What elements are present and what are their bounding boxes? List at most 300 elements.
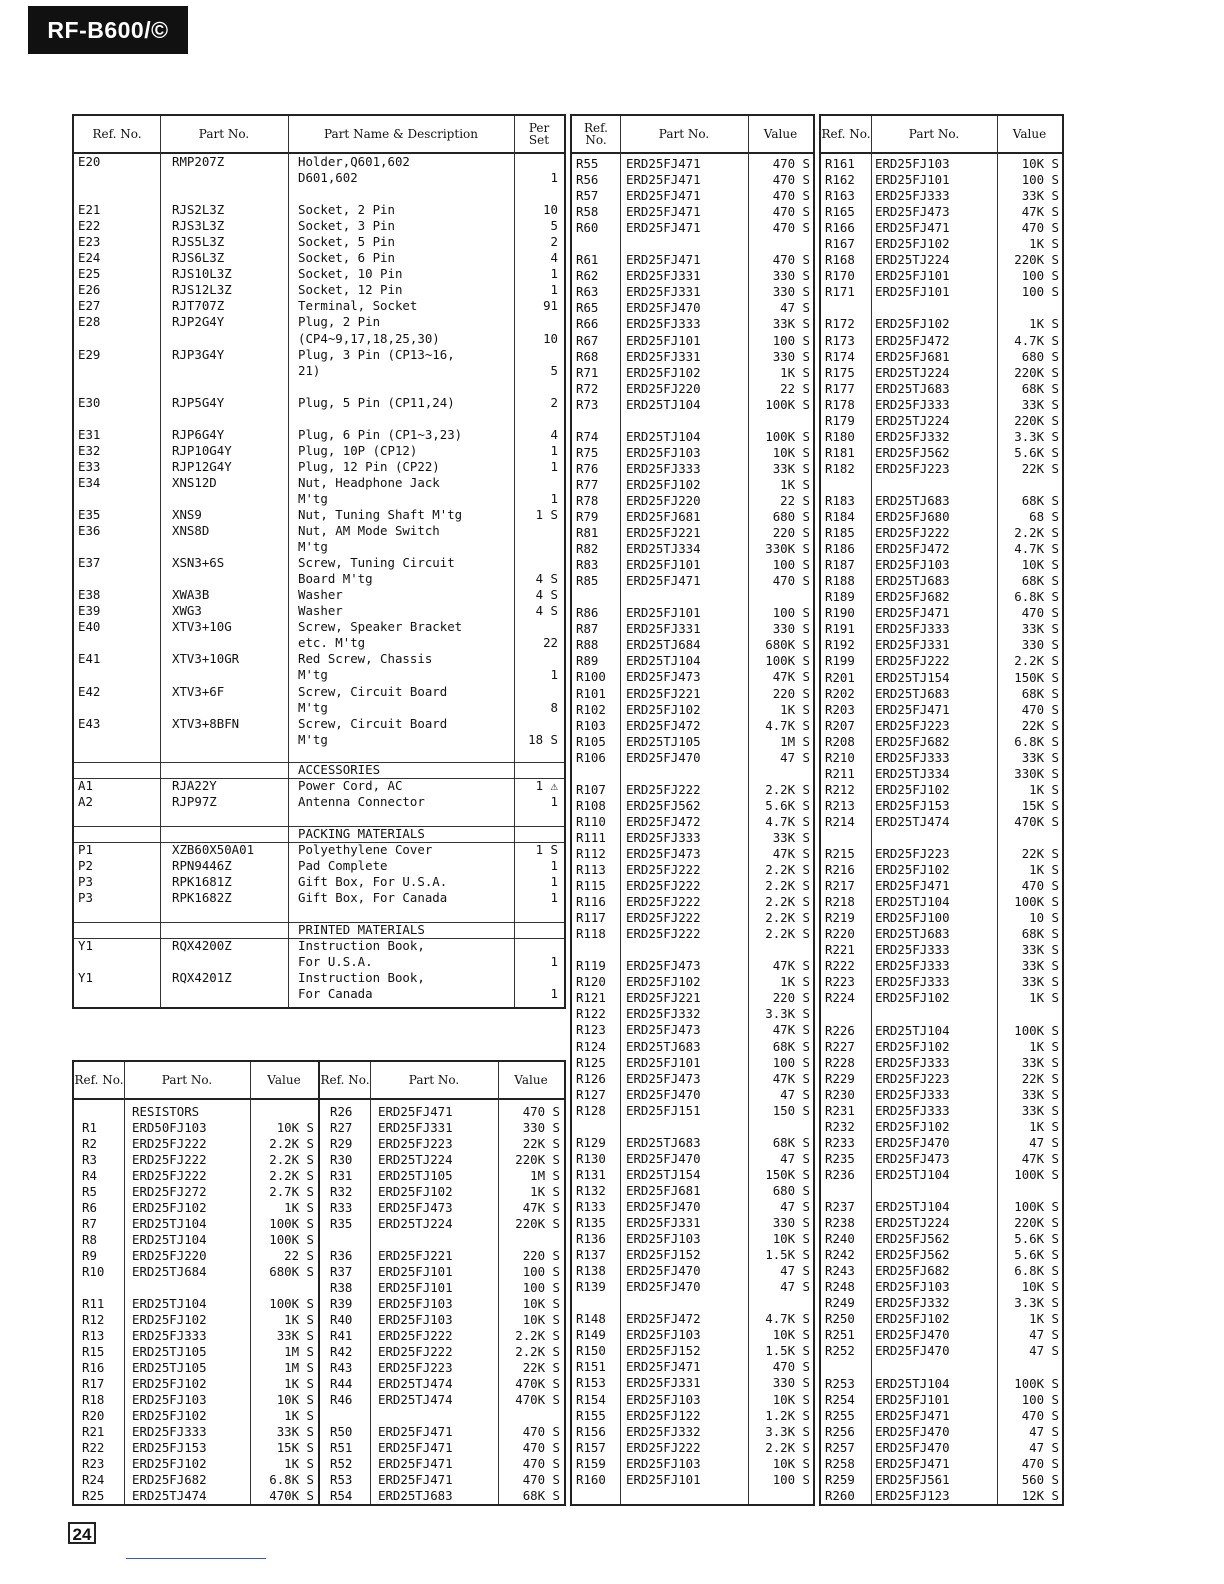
per-set: 18 S <box>528 731 558 747</box>
ref-no: E35 <box>78 506 101 522</box>
part-description: Polyethylene Cover <box>298 841 433 857</box>
table-row <box>572 541 813 557</box>
part-no: ERD25FJ103 <box>875 1279 950 1295</box>
ref-no: R56 <box>576 172 599 188</box>
ref-no: R51 <box>330 1440 353 1455</box>
value: 100K S <box>1014 894 1059 910</box>
part-description: Instruction Book, <box>298 969 425 985</box>
ref-no: R179 <box>825 412 855 428</box>
ref-no: R83 <box>576 557 599 573</box>
table-row <box>821 734 1062 750</box>
value: 10K S <box>522 1312 560 1327</box>
part-no: ERD25TJ683 <box>875 926 950 942</box>
part-no: ERD25FJ681 <box>626 1182 701 1198</box>
ref-no: R73 <box>576 396 599 412</box>
part-no: ERD25TJ104 <box>875 1166 950 1182</box>
table-row <box>821 862 1062 878</box>
part-description: Plug, 10P (CP12) <box>298 442 418 458</box>
table-row <box>572 477 813 493</box>
ref-no: R82 <box>576 541 599 557</box>
table-row <box>74 890 564 906</box>
table-row <box>74 1312 564 1328</box>
value: 68 S <box>1029 509 1059 524</box>
table-row <box>821 637 1062 653</box>
table-row <box>74 603 564 619</box>
table-row <box>821 974 1062 990</box>
table-row <box>821 220 1062 236</box>
value: 47 S <box>780 1150 810 1166</box>
value: 470 S <box>522 1472 560 1487</box>
table-row <box>821 333 1062 349</box>
part-no: ERD25TJ154 <box>626 1166 701 1182</box>
table-row <box>74 1280 564 1296</box>
part-no: ERD25FJ470 <box>626 749 701 765</box>
value: 10K S <box>1021 1279 1059 1295</box>
table-row <box>572 686 813 702</box>
table-row <box>821 397 1062 413</box>
per-set: 91 <box>543 298 558 314</box>
value: 68K S <box>772 1038 810 1054</box>
value: 33K S <box>1021 1086 1059 1102</box>
value: 1K S <box>780 701 810 717</box>
ref-no: E32 <box>78 442 101 458</box>
value: 680 S <box>772 509 810 524</box>
part-no: ERD25FJ333 <box>875 396 950 412</box>
part-description: Socket, 12 Pin <box>298 282 403 298</box>
part-description: Socket, 2 Pin <box>298 202 395 218</box>
part-no: ERD25TJ104 <box>626 396 701 412</box>
part-no: ERD25FJ222 <box>875 653 950 669</box>
ref-no: R165 <box>825 204 855 220</box>
part-no: RJP12G4Y <box>172 458 232 474</box>
ref-no: R116 <box>576 894 606 910</box>
table-row <box>572 798 813 814</box>
value: 1K S <box>780 974 810 990</box>
value: 330 S <box>772 284 810 300</box>
ref-no: R66 <box>576 316 599 332</box>
table-row <box>572 349 813 365</box>
table-row <box>821 1231 1062 1247</box>
table-row <box>821 782 1062 798</box>
value: 330 S <box>1021 637 1059 653</box>
ref-no: R148 <box>576 1311 606 1327</box>
table-row <box>821 589 1062 605</box>
ref-no: R203 <box>825 701 855 717</box>
value: 68K S <box>1021 492 1059 508</box>
table-row <box>821 670 1062 686</box>
value: 470 S <box>772 156 810 171</box>
ref-no: E27 <box>78 298 101 314</box>
value: 22K S <box>1021 460 1059 476</box>
ref-no: R72 <box>576 380 599 396</box>
section-heading <box>74 922 564 939</box>
value: 22 S <box>780 492 810 508</box>
ref-no: A1 <box>78 777 93 793</box>
table-row <box>821 1151 1062 1167</box>
ref-no: R27 <box>330 1120 353 1135</box>
part-no: ERD25FJ101 <box>875 172 950 188</box>
value: 47 S <box>780 749 810 765</box>
part-no: ERD25FJ151 <box>626 1102 701 1118</box>
table-row <box>74 443 564 459</box>
ref-no: R12 <box>82 1312 105 1327</box>
part-no: ERD25FJ470 <box>626 1198 701 1214</box>
value: 33K S <box>276 1328 314 1343</box>
value: 4.7K S <box>765 1311 810 1327</box>
ref-no: R108 <box>576 797 606 813</box>
part-no: ERD25TJ104 <box>626 653 701 669</box>
per-set: 4 <box>550 250 558 266</box>
value: 100 S <box>522 1264 560 1279</box>
value: 33K S <box>1021 958 1059 974</box>
ref-no: R240 <box>825 1231 855 1247</box>
table-row <box>572 525 813 541</box>
ref-no: R54 <box>330 1488 353 1503</box>
part-no: ERD25FJ471 <box>378 1424 453 1439</box>
table-row <box>74 1440 564 1456</box>
ref-no: R252 <box>825 1343 855 1359</box>
table-row <box>572 1375 813 1391</box>
ref-no: R8 <box>82 1232 97 1247</box>
per-set: 1 <box>550 857 558 873</box>
part-no: ERD25TJ104 <box>875 1199 950 1214</box>
value: 470K S <box>515 1392 560 1407</box>
part-no: ERD25FJ102 <box>875 862 950 878</box>
table-row <box>74 266 564 282</box>
part-no: ERD25FJ223 <box>875 1070 950 1086</box>
table-row <box>74 794 564 810</box>
value: 1M S <box>780 733 810 749</box>
ref-no: E40 <box>78 619 101 635</box>
part-no: ERD25FJ680 <box>875 509 950 524</box>
ref-no: R216 <box>825 862 855 878</box>
ref-no: R10 <box>82 1264 105 1279</box>
part-no: ERD25FJ102 <box>626 701 701 717</box>
ref-no: R173 <box>825 332 855 348</box>
part-no: XNS8D <box>172 523 210 538</box>
value: 10K S <box>1021 156 1059 171</box>
table-row <box>572 1087 813 1103</box>
value: 1K S <box>284 1200 314 1215</box>
part-no: ERD25FJ331 <box>626 348 701 364</box>
table-row <box>821 1279 1062 1295</box>
per-set: 1 <box>550 889 558 905</box>
part-no: ERD25TJ474 <box>875 813 950 829</box>
part-no: RJP6G4Y <box>172 426 225 442</box>
per-set: 1 S <box>535 506 558 522</box>
value: 100K S <box>269 1296 314 1311</box>
value: 12K S <box>1021 1487 1059 1503</box>
part-no: ERD25FJ222 <box>378 1328 453 1343</box>
part-no: XNS9 <box>172 506 202 522</box>
parts-table-misc <box>72 114 566 1009</box>
part-description: Socket, 6 Pin <box>298 250 395 266</box>
per-set: 10 <box>543 202 558 218</box>
ref-no: R136 <box>576 1231 606 1247</box>
value: 3.3K S <box>765 1006 810 1022</box>
table-row <box>572 1279 813 1295</box>
per-set: 4 S <box>535 587 558 603</box>
table-row <box>74 491 564 507</box>
part-no: RJS12L3Z <box>172 282 232 298</box>
table-row <box>74 459 564 475</box>
part-no: ERD25FJ473 <box>378 1200 453 1215</box>
part-no: ERD25FJ153 <box>132 1440 207 1455</box>
part-no: ERD25FJ101 <box>626 605 701 621</box>
part-description: Board M'tg <box>298 571 373 587</box>
ref-no: R253 <box>825 1375 855 1391</box>
part-no: ERD25FJ221 <box>626 990 701 1006</box>
ref-no: R71 <box>576 364 599 380</box>
ref-no: R229 <box>825 1070 855 1086</box>
ref-no: R153 <box>576 1375 606 1391</box>
value: 1K S <box>530 1184 560 1199</box>
part-no: ERD25FJ471 <box>626 156 701 171</box>
value: 1K S <box>780 476 810 492</box>
part-no: ERD25TJ104 <box>875 1022 950 1038</box>
part-no: ERD25FJ471 <box>626 188 701 204</box>
decorative-underline <box>126 1558 266 1559</box>
col-header-part: Part No. <box>408 1073 460 1087</box>
ref-no: R161 <box>825 156 855 171</box>
part-no: ERD25FJ101 <box>626 1054 701 1070</box>
ref-no: A2 <box>78 793 93 809</box>
value: 2.2K S <box>269 1136 314 1151</box>
value: 2.2K S <box>765 926 810 942</box>
part-no: ERD25FJ103 <box>626 1231 701 1247</box>
table-row <box>572 381 813 397</box>
part-no: ERD25FJ682 <box>875 733 950 749</box>
part-no: ERD25TJ334 <box>626 541 701 557</box>
ref-no: E24 <box>78 250 101 266</box>
table-row <box>74 587 564 603</box>
value: 1K S <box>1029 990 1059 1006</box>
table-row <box>572 557 813 573</box>
part-description: Washer <box>298 603 343 619</box>
col-header-value: Value <box>763 127 798 141</box>
value: 2.2K S <box>515 1344 560 1359</box>
per-set: 5 <box>550 362 558 378</box>
table-row <box>572 750 813 766</box>
per-set: 1 <box>550 985 558 1001</box>
value: 3.3K S <box>765 1423 810 1439</box>
ref-no: R62 <box>576 268 599 284</box>
table-row <box>74 1232 564 1248</box>
table-row <box>821 1103 1062 1119</box>
per-set: 1 <box>550 490 558 506</box>
part-no: ERD25FJ223 <box>875 846 950 861</box>
ref-no: R17 <box>82 1376 105 1391</box>
ref-no: R207 <box>825 717 855 733</box>
ref-no: R107 <box>576 781 606 797</box>
ref-no: R11 <box>82 1296 105 1311</box>
resistor-table-low <box>72 1060 566 1506</box>
ref-no: R129 <box>576 1134 606 1150</box>
part-no: ERD25FJ472 <box>626 717 701 733</box>
value: 100K S <box>269 1216 314 1231</box>
ref-no: R2 <box>82 1136 97 1151</box>
value: 330 S <box>772 268 810 284</box>
table-row <box>74 523 564 539</box>
value: 47 S <box>1029 1134 1059 1150</box>
ref-no: R39 <box>330 1296 353 1311</box>
table-row <box>572 188 813 204</box>
table-row <box>572 365 813 381</box>
ref-no: R87 <box>576 621 599 637</box>
part-no: ERD25FJ222 <box>132 1136 207 1151</box>
value: 100K S <box>1014 1375 1059 1391</box>
table-row <box>74 1104 564 1120</box>
ref-no: R251 <box>825 1327 855 1343</box>
part-no: ERD25FJ562 <box>626 797 701 813</box>
value: 15K S <box>276 1440 314 1455</box>
value: 22 S <box>284 1248 314 1263</box>
ref-no: R228 <box>825 1054 855 1070</box>
value: 1K S <box>780 364 810 380</box>
part-no: XSN3+6S <box>172 555 225 571</box>
value: 22K S <box>522 1136 560 1151</box>
table-row <box>74 154 564 170</box>
ref-no: R103 <box>576 717 606 733</box>
table-row <box>572 718 813 734</box>
part-no: ERD25FJ332 <box>875 428 950 444</box>
table-row <box>572 1022 813 1038</box>
per-set: 1 <box>550 793 558 809</box>
value: 150K S <box>765 1166 810 1182</box>
part-no: ERD25FJ222 <box>626 894 701 910</box>
ref-no: R35 <box>330 1216 353 1231</box>
value: 470K S <box>269 1488 314 1503</box>
ref-no: R180 <box>825 428 855 444</box>
ref-no: R50 <box>330 1424 353 1439</box>
ref-no: R210 <box>825 749 855 765</box>
table-row <box>821 1408 1062 1424</box>
table-row <box>821 878 1062 894</box>
table-row <box>821 846 1062 862</box>
table-row <box>572 974 813 990</box>
ref-no: R118 <box>576 926 606 942</box>
per-set: 5 <box>550 218 558 234</box>
table-row <box>74 427 564 443</box>
table-row <box>821 1327 1062 1343</box>
table-row <box>821 1039 1062 1055</box>
value: 68K S <box>1021 380 1059 396</box>
ref-no: R125 <box>576 1054 606 1070</box>
per-set: 8 <box>550 699 558 715</box>
ref-no: R26 <box>330 1104 353 1119</box>
table-row <box>572 621 813 637</box>
col-header-ref: Ref. No. <box>92 127 142 141</box>
table-row <box>572 573 813 589</box>
table-row <box>572 814 813 830</box>
value: 470 S <box>522 1456 560 1471</box>
table-row <box>74 700 564 716</box>
part-no: ERD25FJ473 <box>626 1070 701 1086</box>
ref-no: R235 <box>825 1150 855 1166</box>
table-row <box>74 732 564 748</box>
part-no: ERD25FJ101 <box>875 268 950 284</box>
part-description: etc. M'tg <box>298 635 366 651</box>
part-no: RJS3L3Z <box>172 218 225 234</box>
section-title: PRINTED MATERIALS <box>298 921 425 937</box>
table-row <box>74 1344 564 1360</box>
part-no: XWA3B <box>172 587 210 603</box>
ref-no: R79 <box>576 509 599 524</box>
table-row <box>74 555 564 571</box>
part-no: ERD25FJ222 <box>626 926 701 942</box>
part-no: ERD25FJ222 <box>626 862 701 877</box>
part-description: Plug, 6 Pin (CP1~3,23) <box>298 426 463 442</box>
col-header-part: Part No. <box>908 127 960 141</box>
value: 47 S <box>780 1263 810 1279</box>
ref-no: R58 <box>576 204 599 220</box>
part-no: ERD25FJ471 <box>626 252 701 268</box>
ref-no: R185 <box>825 525 855 541</box>
part-no: ERD25FJ101 <box>378 1280 453 1295</box>
ref-no: R132 <box>576 1182 606 1198</box>
table-row <box>572 445 813 461</box>
part-no: ERD25FJ221 <box>626 685 701 701</box>
table-row <box>572 669 813 685</box>
value: 47K S <box>772 1070 810 1086</box>
part-no: ERD25FJ472 <box>626 1311 701 1327</box>
part-no: RJT707Z <box>172 298 225 314</box>
ref-no: R38 <box>330 1280 353 1295</box>
ref-no: Y1 <box>78 969 93 985</box>
col-header-part: Part No. <box>658 127 710 141</box>
part-no: ERD25FJ470 <box>626 300 701 316</box>
part-no: ERD25TJ683 <box>875 685 950 701</box>
part-no: ERD25TJ224 <box>378 1152 453 1167</box>
part-no: ERD25FJ471 <box>875 701 950 717</box>
ref-no: R227 <box>825 1038 855 1054</box>
part-no: ERD25FJ470 <box>626 1086 701 1102</box>
value: 470K S <box>515 1376 560 1391</box>
part-no: ERD25TJ224 <box>875 412 950 428</box>
part-no: ERD25FJ102 <box>875 236 950 252</box>
value: 33K S <box>1021 1102 1059 1118</box>
ref-no: R137 <box>576 1247 606 1263</box>
part-description: Plug, 3 Pin (CP13~16, <box>298 346 455 362</box>
part-no: ERD25TJ474 <box>378 1392 453 1407</box>
table-row <box>572 702 813 718</box>
part-no: ERD25FJ101 <box>875 284 950 300</box>
part-description: Gift Box, For Canada <box>298 889 448 905</box>
part-no: ERD25FJ103 <box>626 444 701 460</box>
part-no: ERD25FJ470 <box>875 1423 950 1439</box>
part-no: ERD25FJ473 <box>875 204 950 220</box>
part-description: For Canada <box>298 985 373 1001</box>
part-no: ERD25FJ102 <box>875 781 950 797</box>
part-no: ERD25FJ331 <box>626 284 701 300</box>
table-row <box>821 686 1062 702</box>
section-title: RESISTORS <box>132 1104 200 1119</box>
table-row <box>821 1119 1062 1135</box>
value: 330 S <box>522 1120 560 1135</box>
part-no: ERD25FJ471 <box>378 1104 453 1119</box>
ref-no: R217 <box>825 878 855 894</box>
value: 4.7K S <box>765 813 810 829</box>
table-row <box>74 1488 564 1504</box>
table-row <box>821 894 1062 910</box>
part-no: ERD25FJ222 <box>626 781 701 797</box>
value: 1M S <box>530 1168 560 1183</box>
ref-no: R187 <box>825 557 855 573</box>
table-row <box>821 702 1062 718</box>
part-no: ERD25TJ104 <box>132 1296 207 1311</box>
part-no: ERD25FJ102 <box>132 1200 207 1215</box>
ref-no: R224 <box>825 990 855 1006</box>
